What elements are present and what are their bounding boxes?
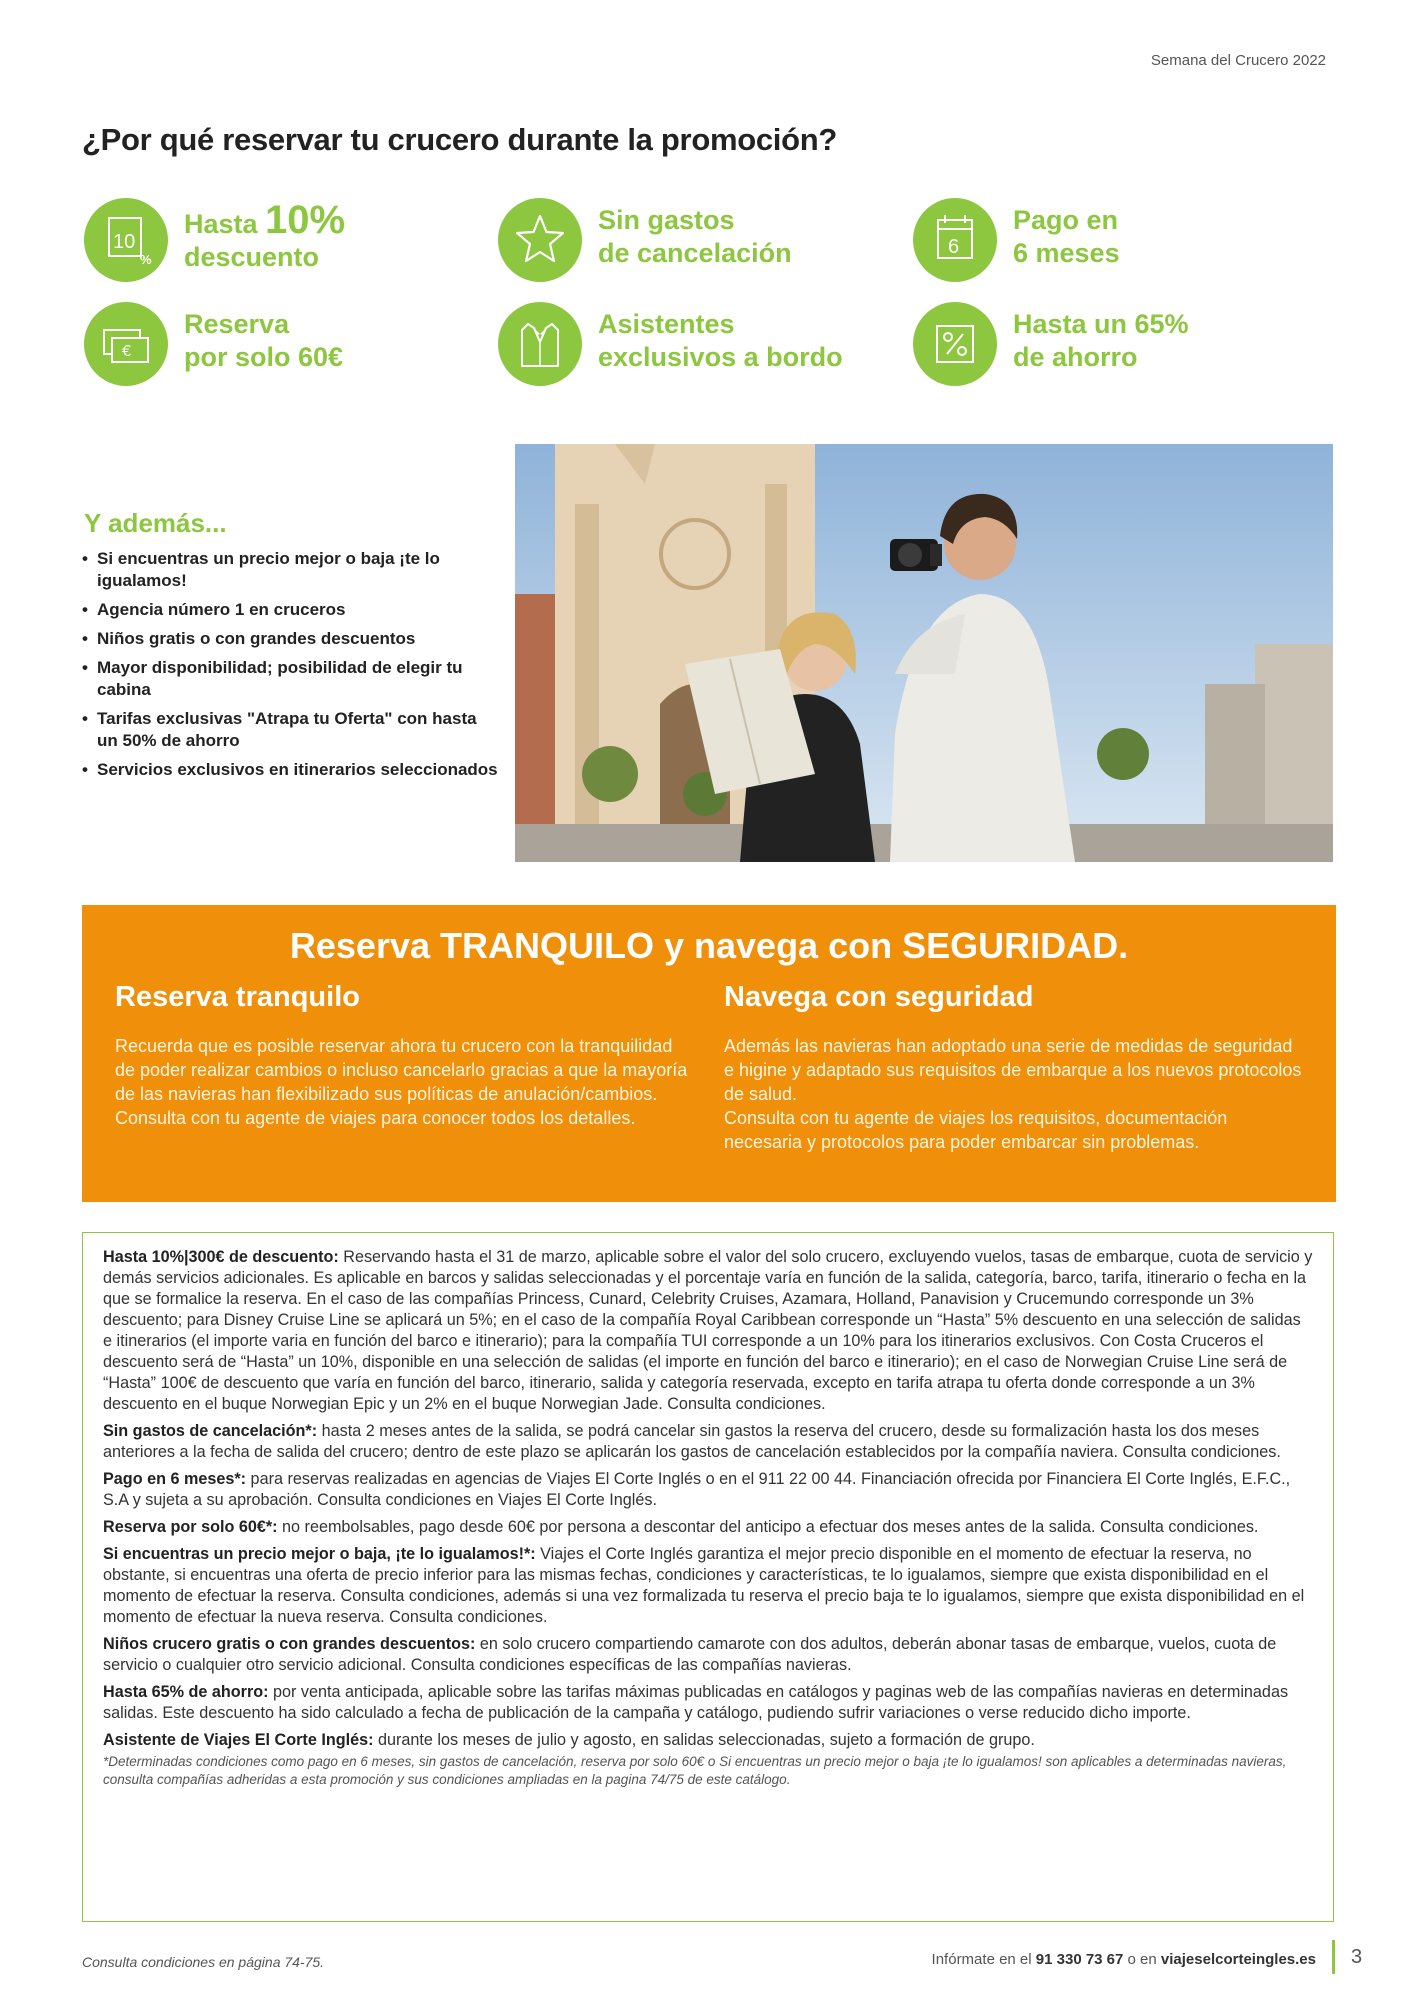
list-item: • Niños gratis o con grandes descuentos (82, 628, 502, 650)
benefit-text: Hasta un 65% (1013, 309, 1189, 339)
benefit-text: exclusivos a bordo (598, 342, 843, 372)
benefit-deposit (84, 302, 484, 388)
banner-title: Reserva TRANQUILO y navega con SEGURIDAD. (289, 925, 1129, 966)
star-icon (498, 198, 582, 282)
benefit-payment (913, 198, 1313, 284)
condition-label: Niños crucero gratis o con grandes descuentos: (103, 1635, 476, 1653)
list-item: • Servicios exclusivos en itinerarios seleccionados (82, 759, 502, 781)
benefit-text: Sin gastos (598, 205, 735, 235)
condition-paragraph (103, 1421, 1313, 1463)
conditions-footnote: *Determinadas condiciones como pago en 6 meses, sin gastos de cancelación, reserva por solo 60€ o Si encuentras un precio mejor o baja ¡te lo igualamos! son aplicables a determinadas navieras, consulta compañías adheridas a esta promoción y sus condiciones ampliadas en la pagina 74/75 de este catálogo. (103, 1754, 1287, 1787)
condition-label: Pago en 6 meses*: (103, 1470, 247, 1488)
page-title: ¿Por qué reservar tu crucero durante la promoción? (82, 122, 838, 157)
condition-text: Viajes el Corte Inglés garantiza el mejor precio disponible en el momento de efectuar la reserva, no obstante, si encuentras una oferta de precio inferior para las mismas fechas, condiciones y características, te lo igualamos, siempre que exista disponibilidad en el momento de efectuar la reserva. Consulta condiciones, además si una vez formalizada tu reserva el precio baja te lo igualamos, siempre que exista disponibilidad en el momento de efectuar la nueva reserva. Consulta condiciones. (103, 1545, 1305, 1626)
benefit-text: Pago en (1013, 205, 1119, 235)
condition-label: Hasta 10%|300€ de descuento: (103, 1248, 339, 1266)
svg-text:6: 6 (948, 236, 960, 258)
footer-phone[interactable]: 91 330 73 67 (1035, 1951, 1124, 1968)
condition-text: hasta 2 meses antes de la salida, se podrá cancelar sin gastos la reserva del crucero, desde su formalización hasta los dos meses anteriores a la fecha de salida del crucero; dentro de este plazo se aplicarán los gastos de cancelación establecidos por la compañía naviera. Consulta condiciones. (103, 1422, 1281, 1461)
banner-left-text: Consulta con tu agente de viajes para conocer todos los detalles. (115, 1108, 636, 1128)
benefit-text: descuento (184, 242, 320, 272)
banner-right-text: Además las navieras han adoptado una serie de medidas de seguridad e higine y adaptado sus requisitos de embarque a los nuevos protocolos de salud. (724, 1036, 1302, 1104)
footer-website-link[interactable]: viajeselcorteingles.es (1160, 1951, 1316, 1968)
banner-column-right (724, 981, 1304, 1154)
ademas-list (82, 548, 502, 788)
benefit-no-cancel (498, 198, 898, 284)
banner-left-heading: Reserva tranquilo (115, 981, 360, 1013)
benefit-text: Hasta (184, 209, 266, 239)
benefit-text: 6 meses (1013, 238, 1120, 268)
list-item: • Si encuentras un precio mejor o baja ¡te lo igualamos! (82, 548, 502, 592)
condition-label: Sin gastos de cancelación*: (103, 1422, 318, 1440)
svg-text:10: 10 (113, 231, 136, 253)
condition-text: no reembolsables, pago desde 60€ por persona a descontar del anticipo a efectuar dos meses antes de la salida. Consulta condiciones. (277, 1518, 1259, 1536)
footer-contact (932, 1951, 1316, 1968)
booking-safety-banner (82, 905, 1336, 1202)
benefit-text: por solo 60€ (184, 342, 344, 372)
travel-couple-photo (515, 444, 1333, 862)
benefit-discount (84, 198, 484, 284)
banner-right-heading: Navega con seguridad (724, 981, 1034, 1013)
benefit-highlight: 10% (265, 198, 346, 242)
banner-column-left (115, 981, 695, 1130)
condition-paragraph (103, 1469, 1313, 1511)
footer-info-text: Infórmate en el (931, 1951, 1036, 1968)
condition-paragraph (103, 1634, 1313, 1676)
benefit-assistants (498, 302, 898, 388)
benefit-text: Asistentes (598, 309, 735, 339)
footer-info-text: o en (1123, 1951, 1161, 1968)
condition-label: Si encuentras un precio mejor o baja, ¡te lo igualamos!*: (103, 1545, 536, 1563)
condition-label: Reserva por solo 60€*: (103, 1518, 278, 1536)
footer-conditions-note: Consulta condiciones en página 74-75. (82, 1954, 325, 1970)
condition-text: por venta anticipada, aplicable sobre las tarifas máximas publicadas en catálogos y paginas web de las compañías navieras en determinadas salidas. Este descuento ha sido calculado a fecha de publicación de la campaña y catálogo, pudiendo sufrir variaciones o verse reducido dicho importe. (103, 1683, 1289, 1722)
page-number: 3 (1351, 1946, 1363, 1968)
condition-paragraph (103, 1544, 1313, 1628)
list-item: • Mayor disponibilidad; posibilidad de elegir tu cabina (82, 657, 502, 701)
benefit-savings (913, 302, 1313, 388)
benefit-text: de ahorro (1013, 342, 1138, 372)
conditions-box (82, 1232, 1334, 1922)
list-item: • Tarifas exclusivas "Atrapa tu Oferta" con hasta un 50% de ahorro (82, 708, 502, 752)
condition-paragraph (103, 1247, 1313, 1415)
benefit-text: de cancelación (598, 238, 792, 268)
svg-text:€: € (122, 342, 132, 360)
percent-box-icon (84, 198, 168, 282)
condition-label: Hasta 65% de ahorro: (103, 1683, 269, 1701)
condition-text: para reservas realizadas en agencias de Viajes El Corte Inglés o en el 911 22 00 44. Financiación ofrecida por Financiera El Corte Inglés, E.F.C., S.A y sujeta a su aprobación. Consulta condiciones en Viajes El Corte Inglés. (103, 1470, 1291, 1509)
calendar-icon (913, 198, 997, 282)
condition-paragraph (103, 1730, 1313, 1751)
banner-left-text: Recuerda que es posible reservar ahora tu crucero con la tranquilidad de poder realizar cambios o incluso cancelarlo gracias a que la mayoría de las navieras han flexibilizado sus políticas de anulación/cambios. (115, 1036, 688, 1104)
condition-paragraph (103, 1682, 1313, 1724)
condition-text: Reservando hasta el 31 de marzo, aplicable sobre el valor del solo crucero, excluyendo vuelos, tasas de embarque, cuota de servicio y demás servicios adicionales. Es aplicable en barcos y salidas seleccionadas y el porcentaje varía en función de la salida, categoría, barco, tarifa, itinerario o fecha en la que se formalice la reserva. En el caso de las compañías Princess, Cunard, Celebrity Cruises, Azamara, Holland, Panavision y Crucemundo corresponde un 3% descuento; para Disney Cruise Line se aplicará un 5%; en el caso de la compañía Royal Caribbean corresponde un “Hasta” 5% descuento en una selección de salidas e itinerarios (el importe varia en función del barco e itinerario); para la compañía TUI corresponde a un 10% para los itinerarios exclusivos. Con Costa Cruceros el descuento será de “Hasta” un 10%, disponible en una selección de salidas (el importe en función del barco e itinerario); en el caso de Norwegian Cruise Line será de “Hasta” 100€ de descuento que varía en función del barco, itinerario, salida y categoría reservada, excepto en tarifa atrapa tu oferta donde corresponde a un 3% descuento en el buque Norwegian Epic y un 2% en el buque Norwegian Jade. Consulta condiciones. (103, 1248, 1313, 1413)
banner-right-text: Consulta con tu agente de viajes los requisitos, documentación necesaria y protocolos para poder embarcar sin problemas. (724, 1108, 1228, 1152)
list-item: • Agencia número 1 en cruceros (82, 599, 502, 621)
ademas-title: Y además... (84, 508, 227, 538)
condition-text: durante los meses de julio y agosto, en salidas seleccionadas, sujeto a formación de grupo. (373, 1731, 1035, 1749)
condition-paragraph (103, 1517, 1313, 1538)
footer-divider (1332, 1940, 1335, 1974)
euro-bill-icon (84, 302, 168, 386)
condition-text: en solo crucero compartiendo camarote con dos adultos, deberán abonar tasas de embarque, vuelos, cuota de servicio o cualquier otro servicio adicional. Consulta condiciones específicas de las compañías navieras. (103, 1635, 1277, 1674)
percent-tag-icon (913, 302, 997, 386)
svg-text:%: % (140, 252, 152, 267)
benefit-text: Reserva (184, 309, 290, 339)
condition-label: Asistente de Viajes El Corte Inglés: (103, 1731, 374, 1749)
suit-icon (498, 302, 582, 386)
section-label: Semana del Crucero 2022 (1150, 52, 1326, 69)
